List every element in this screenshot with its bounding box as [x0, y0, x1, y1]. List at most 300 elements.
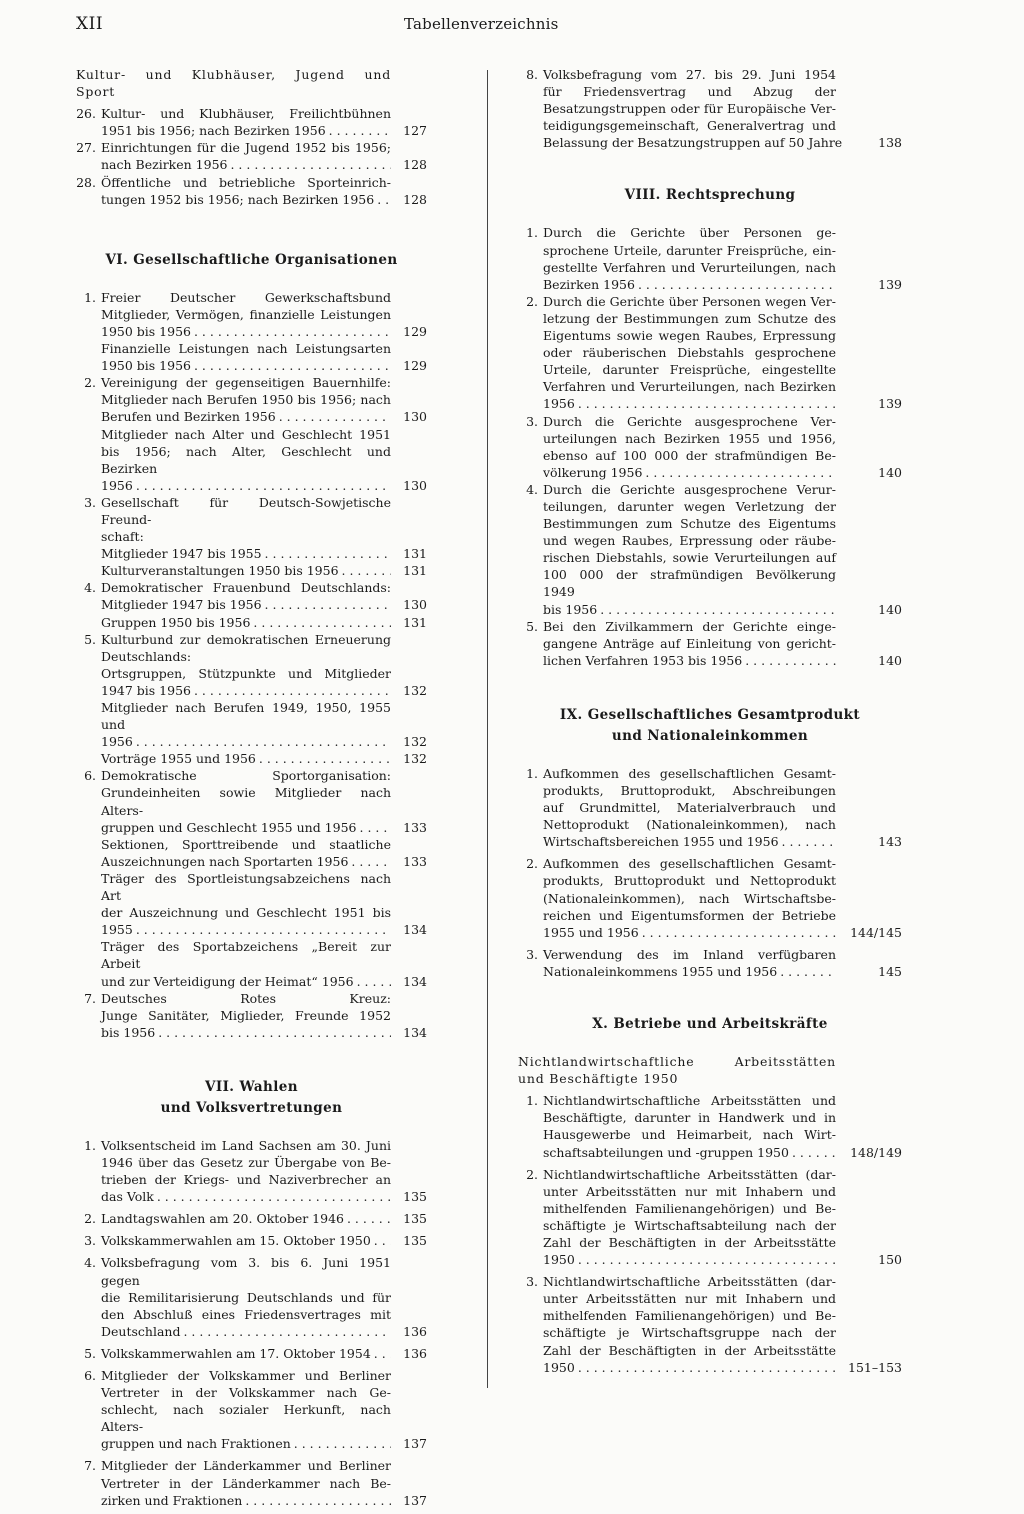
table-entry — [76, 1210, 427, 1227]
page-number-ref: 139 — [878, 396, 902, 412]
entry-line: Volksbefragung vom 3. bis 6. Juni 1951 gegen — [101, 1255, 391, 1288]
entry-number: 4. — [526, 481, 538, 497]
entry-text: bis 1956 — [543, 601, 598, 617]
entry-line: auf Grundmittel, Materialverbrauch und — [543, 800, 836, 816]
entry-page-line — [101, 596, 427, 613]
entry-line: produkts, Bruttoprodukt, Abschreibungen — [543, 783, 836, 798]
page-number-ref: 130 — [403, 477, 427, 493]
page-title: Tabellenverzeichnis — [404, 15, 559, 33]
entry-page-line — [101, 973, 427, 990]
entry-line: Finanzielle Leistungen nach Leistungsarten — [101, 341, 391, 357]
entry-line: ebenso auf 100 000 der strafmündigen Be- — [543, 447, 836, 463]
table-entry — [518, 618, 902, 669]
entry-page-line — [101, 1210, 427, 1227]
entry-text: 1956 — [543, 396, 575, 412]
leader-dots — [357, 819, 392, 836]
entry-number: 3. — [526, 413, 538, 429]
leader-dots — [842, 134, 845, 151]
section-title-vi: VI. Gesellschaftliche Organisationen — [105, 251, 398, 268]
entry-page-line — [543, 395, 902, 412]
entry-text: Belassung der Besatzungstruppen auf 50 Jahre — [543, 135, 843, 151]
entry-page-line — [543, 924, 902, 941]
entry-number: 2. — [526, 293, 538, 309]
entry-number: 2. — [526, 1166, 538, 1182]
leader-dots — [639, 924, 836, 941]
table-entry — [76, 1137, 427, 1205]
entry-line: Aufkommen des gesellschaftlichen Gesamt- — [543, 765, 836, 781]
leader-dots — [344, 1210, 391, 1227]
leader-dots — [789, 1144, 836, 1161]
entry-line: Träger des Sportabzeichens „Bereit zur Arbeit — [101, 939, 391, 972]
entry-number: 1. — [526, 225, 538, 241]
entry-page-line — [543, 963, 902, 980]
entry-number: 4. — [84, 580, 96, 596]
entry-line: produkts, Bruttoprodukt und Nettoprodukt — [543, 873, 836, 889]
entry-line: Öffentliche und betriebliche Sporteinrich- — [101, 174, 391, 190]
entry-page-line — [101, 562, 427, 579]
entry-line: die Remilitarisierung Deutschlands und für — [101, 1289, 391, 1305]
section-title-line: IX. Gesellschaftliches Gesamtprodukt — [559, 706, 861, 723]
entry-text: Kulturveranstaltungen 1950 bis 1956 — [101, 563, 339, 579]
entry-line: schäftigte je Wirtschaftsgruppe nach der — [543, 1325, 836, 1341]
entry-text: nach Bezirken 1956 — [101, 157, 228, 173]
page-number-ref: 150 — [878, 1252, 902, 1268]
entry-line: Demokratischer Frauenbund Deutschlands: — [101, 580, 391, 596]
page-number-ref: 130 — [403, 409, 427, 425]
table-entry — [76, 174, 427, 208]
entry-text: lichen Verfahren 1953 bis 1956 — [543, 652, 743, 668]
entry-number: 3. — [84, 494, 96, 510]
leader-dots — [348, 853, 391, 870]
page-number-ref: 132 — [403, 682, 427, 698]
entry-line: Mitglieder nach Alter und Geschlecht 1951 — [101, 426, 391, 442]
page-number-ref: 127 — [403, 123, 427, 139]
entry-text: Landtagswahlen am 20. Oktober 1946 — [101, 1211, 344, 1227]
entry-text: und zur Verteidigung der Heimat“ 1956 — [101, 973, 354, 989]
entry-text: tungen 1952 bis 1956; nach Bezirken 1956 — [101, 191, 375, 207]
entry-text: 1955 und 1956 — [543, 924, 639, 940]
page-number-ref: 128 — [403, 157, 427, 173]
leader-dots — [291, 1435, 391, 1452]
page-number-ref: 139 — [878, 276, 902, 292]
leader-dots — [262, 596, 391, 613]
entry-line: Bestimmungen zum Schutze des Eigentums — [543, 516, 836, 532]
entry-text: gruppen und Geschlecht 1955 und 1956 — [101, 819, 357, 835]
entry-line: Vereinigung der gegenseitigen Bauernhilfe: — [101, 375, 391, 391]
entry-number: 3. — [84, 1233, 96, 1249]
page-number-ref: 135 — [403, 1233, 427, 1249]
leader-dots — [742, 652, 836, 669]
entry-line: 100 000 der strafmündigen Bevölkerung 1949 — [543, 567, 836, 600]
entry-line: Gesellschaft für Deutsch-Sowjetische Freund- — [101, 494, 391, 527]
entry-line: Junge Sanitäter, Miglieder, Freunde 1952 — [101, 1007, 391, 1023]
page-number-ref: 132 — [403, 751, 427, 767]
entry-text: Nationaleinkommens 1955 und 1956 — [543, 963, 778, 979]
page-number-ref: 131 — [403, 546, 427, 562]
entry-text: zirken und Fraktionen — [101, 1492, 243, 1508]
entry-list — [76, 105, 427, 208]
entry-number: 2. — [84, 1211, 96, 1227]
table-entry — [518, 855, 902, 940]
leader-dots — [191, 357, 391, 374]
entry-line: Nichtlandwirtschaftliche Arbeitsstätten (dar- — [543, 1274, 836, 1290]
table-entry — [76, 631, 427, 768]
entry-number: 27. — [76, 140, 96, 156]
entry-line: Durch die Gerichte über Personen ge- — [543, 225, 836, 241]
page-number-ref: 128 — [403, 191, 427, 207]
entry-line: Volksbefragung vom 27. bis 29. Juni 1954 — [543, 67, 836, 82]
entry-line: Sektionen, Sporttreibende und staatliche — [101, 836, 391, 852]
entry-page-line — [101, 122, 427, 139]
entry-page-line — [101, 682, 427, 699]
entry-line: oder räuberischen Diebstahls gesprochene — [543, 345, 836, 361]
entry-line: Beschäftigte, darunter in Handwerk und in — [543, 1110, 836, 1126]
table-entry — [518, 1092, 902, 1160]
entry-number: 26. — [76, 106, 96, 122]
table-entry — [76, 1457, 427, 1508]
page-number-ref: 135 — [403, 1189, 427, 1205]
entry-number: 5. — [526, 618, 538, 634]
entry-line: 1946 über das Gesetz zur Übergabe von Be- — [101, 1154, 391, 1170]
entry-line: unter Arbeitsstätten nur mit Inhabern und — [543, 1291, 836, 1307]
page-number-ref: 138 — [878, 135, 902, 151]
entry-list — [76, 289, 427, 1041]
section-title-vii — [76, 1077, 427, 1119]
table-entry — [76, 494, 427, 579]
entry-line: Eigentums sowie wegen Raubes, Erpressung — [543, 328, 836, 344]
page-number-ref: 140 — [878, 652, 902, 668]
entry-line: Urteile, darunter Freisprüche, eingestellte — [543, 362, 836, 378]
page-number-ref: 144/145 — [850, 924, 902, 940]
entry-list — [518, 1092, 902, 1376]
subhead-line: Nichtlandwirtschaftliche Arbeitsstätten — [518, 1054, 836, 1070]
entry-line: Volksentscheid im Land Sachsen am 30. Juni — [101, 1137, 391, 1153]
leader-dots — [339, 562, 391, 579]
entry-line: für Friedensvertrag und Abzug der — [543, 84, 836, 100]
page-number-ref: 133 — [403, 853, 427, 869]
leader-dots — [191, 323, 391, 340]
entry-page-line — [101, 853, 427, 870]
entry-page-line — [101, 1345, 427, 1362]
entry-line: Nichtlandwirtschaftliche Arbeitsstätten (dar- — [543, 1166, 836, 1182]
page-number-ref: 137 — [403, 1436, 427, 1452]
entry-text: gruppen und nach Fraktionen — [101, 1436, 291, 1452]
subhead-line: Sport — [76, 84, 116, 100]
page-number-ref: 140 — [878, 601, 902, 617]
entry-number: 1. — [526, 765, 538, 781]
leader-dots — [374, 191, 391, 208]
entry-page-line — [543, 464, 902, 481]
leader-dots — [242, 1492, 391, 1509]
entry-line: Durch die Gerichte ausgesprochene Ver- — [543, 413, 836, 429]
entry-list — [76, 1137, 427, 1509]
entry-text: 1950 bis 1956 — [101, 358, 191, 374]
entry-page-line — [101, 921, 427, 938]
entry-line: letzung der Bestimmungen zum Schutze des — [543, 310, 836, 326]
table-entry — [518, 413, 902, 481]
leader-dots — [276, 408, 391, 425]
entry-page-line — [543, 1144, 902, 1161]
leader-dots — [635, 276, 836, 293]
entry-text: Berufen und Bezirken 1956 — [101, 409, 276, 425]
entry-line: Verfahren und Verurteilungen, nach Bezirken — [543, 379, 836, 395]
entry-line: Hausgewerbe und Heimarbeit, nach Wirt- — [543, 1127, 836, 1143]
entry-number: 6. — [84, 768, 96, 784]
leader-dots — [371, 1232, 391, 1249]
entry-line: Mitglieder der Länderkammer und Berliner — [101, 1458, 391, 1474]
page-number-ref: 132 — [403, 734, 427, 750]
leader-dots — [191, 682, 391, 699]
page-number-ref: 140 — [878, 464, 902, 480]
leader-dots — [777, 963, 836, 980]
table-entry — [76, 1345, 427, 1362]
entry-page-line — [543, 652, 902, 669]
entry-text: 1956 — [101, 477, 133, 493]
table-entry — [518, 66, 902, 151]
entry-line: Vertreter in der Volkskammer nach Ge- — [101, 1385, 391, 1401]
entry-page-line — [101, 1323, 427, 1340]
entry-page-line — [101, 156, 427, 173]
table-entry — [76, 1254, 427, 1339]
entry-text: Auszeichnungen nach Sportarten 1956 — [101, 853, 349, 869]
entry-line: Mitglieder nach Berufen 1949, 1950, 1955 und — [101, 700, 391, 733]
table-entry — [518, 293, 902, 413]
entry-page-line — [101, 1188, 427, 1205]
leader-dots — [575, 1251, 836, 1268]
entry-text: Wirtschaftsbereichen 1955 und 1956 — [543, 834, 779, 850]
entry-line: den Abschluß eines Friedensvertrages mit — [101, 1306, 391, 1322]
entry-page-line — [543, 601, 902, 618]
leader-dots — [779, 833, 836, 850]
entry-page-line — [543, 134, 902, 151]
entry-text: 1951 bis 1956; nach Bezirken 1956 — [101, 123, 326, 139]
entry-line: Nettoprodukt (Nationaleinkommen), nach — [543, 817, 836, 833]
page-number-ref: 129 — [403, 358, 427, 374]
entry-number: 8. — [526, 67, 538, 82]
entry-number: 7. — [84, 1458, 96, 1474]
entry-line: Bei den Zivilkammern der Gerichte einge- — [543, 618, 836, 634]
entry-line: Demokratische Sportorganisation: — [101, 768, 391, 784]
page-number-ref: 130 — [403, 597, 427, 613]
leader-dots — [180, 1323, 391, 1340]
entry-number: 3. — [526, 1274, 538, 1290]
table-entry — [76, 579, 427, 630]
entry-page-line — [101, 1024, 427, 1041]
entry-page-line — [543, 833, 902, 850]
leader-dots — [133, 921, 391, 938]
entry-line: teidigungsgemeinschaft, Generalvertrag und — [543, 118, 836, 134]
entry-page-line — [101, 1435, 427, 1452]
entry-page-line — [101, 191, 427, 208]
table-entry — [76, 289, 427, 374]
entry-line: Aufkommen des gesellschaftlichen Gesamt- — [543, 856, 836, 872]
entry-text: Deutschland — [101, 1323, 181, 1339]
entry-text: das Volk — [101, 1189, 154, 1205]
page-number-ref: 134 — [403, 973, 427, 989]
page-number-ref: 131 — [403, 614, 427, 630]
leader-dots — [154, 1188, 391, 1205]
leader-dots — [262, 545, 391, 562]
entry-page-line — [101, 323, 427, 340]
entry-page-line — [101, 1492, 427, 1509]
entry-line: trieben der Kriegs- und Naziverbrecher an — [101, 1172, 391, 1188]
page-number: XII — [76, 14, 104, 34]
entry-text: 1956 — [101, 734, 133, 750]
entry-page-line — [543, 1359, 902, 1376]
entry-text: Bezirken 1956 — [543, 276, 635, 292]
table-entry — [518, 224, 902, 292]
page-number-ref: 129 — [403, 323, 427, 339]
entry-text: Vorträge 1955 und 1956 — [101, 751, 256, 767]
entry-line: Besatzungstruppen oder für Europäische Ver- — [543, 101, 836, 117]
leader-dots — [575, 1359, 836, 1376]
entry-line: mithelfenden Familienangehörigen) und Be- — [543, 1308, 836, 1324]
entry-line: Freier Deutscher Gewerkschaftsbund — [101, 289, 391, 305]
entry-line: schlecht, nach sozialer Herkunft, nach Alters- — [101, 1402, 391, 1435]
right-column — [518, 66, 902, 1381]
entry-text: 1947 bis 1956 — [101, 682, 191, 698]
entry-line: Nichtlandwirtschaftliche Arbeitsstätten und — [543, 1093, 836, 1109]
section-title-line: und Volksvertretungen — [160, 1099, 343, 1116]
entry-line: rischen Diebstahls, sowie Verurteilungen auf — [543, 550, 836, 566]
section-subhead — [76, 66, 427, 100]
entry-text: schaftsabteilungen und -gruppen 1950 — [543, 1144, 789, 1160]
entry-line: Zahl der Beschäftigten in der Arbeitsstätte — [543, 1342, 836, 1358]
leader-dots — [227, 156, 391, 173]
page-number-ref: 134 — [403, 922, 427, 938]
page-number-ref: 131 — [403, 563, 427, 579]
entry-text: Mitglieder 1947 bis 1955 — [101, 546, 262, 562]
section-title-line: und Nationaleinkommen — [611, 727, 809, 744]
entry-number: 7. — [84, 990, 96, 1006]
section-title-line: VII. Wahlen — [205, 1078, 298, 1095]
table-entry — [76, 990, 427, 1041]
page-number-ref: 148/149 — [850, 1144, 902, 1160]
table-entry — [76, 139, 427, 173]
entry-line: Mitglieder nach Berufen 1950 bis 1956; nach — [101, 392, 391, 408]
entry-line: der Auszeichnung und Geschlecht 1951 bis — [101, 905, 391, 921]
entry-line: (Nationaleinkommen), nach Wirtschaftsbe- — [543, 890, 836, 906]
entry-number: 1. — [526, 1093, 538, 1109]
table-entry — [76, 374, 427, 494]
table-entry — [76, 767, 427, 989]
entry-line: Einrichtungen für die Jugend 1952 bis 1956; — [101, 140, 391, 156]
leader-dots — [597, 601, 836, 618]
section-subhead — [518, 1053, 902, 1087]
entry-page-line — [101, 357, 427, 374]
entry-number: 5. — [84, 631, 96, 647]
table-entry — [518, 1166, 902, 1269]
table-entry — [76, 1232, 427, 1249]
entry-text: 1950 — [543, 1252, 575, 1268]
section-title-ix — [518, 705, 902, 747]
entry-text: Volkskammerwahlen am 17. Oktober 1954 — [101, 1345, 371, 1361]
entry-line: Deutschlands: — [101, 648, 192, 664]
entry-line: sprochene Urteile, darunter Freisprüche, ein- — [543, 242, 836, 258]
entry-page-line — [101, 545, 427, 562]
entry-line: schäftigte je Wirtschaftsabteilung nach der — [543, 1217, 836, 1233]
entry-number: 2. — [84, 375, 96, 391]
entry-number: 6. — [84, 1368, 96, 1383]
entry-text: Mitglieder 1947 bis 1956 — [101, 597, 262, 613]
entry-text: 1950 bis 1956 — [101, 323, 191, 339]
entry-text: bis 1956 — [101, 1024, 156, 1040]
entry-page-line — [101, 819, 427, 836]
entry-line: bis 1956; nach Alter, Geschlecht und Bezirken — [101, 443, 391, 476]
entry-line: schaft: — [101, 529, 144, 545]
entry-line: Ortsgruppen, Stützpunkte und Mitglieder — [101, 665, 391, 681]
leader-dots — [155, 1024, 391, 1041]
entry-line: gestellte Verfahren und Verurteilungen, nach — [543, 259, 836, 275]
table-entry — [518, 1273, 902, 1376]
entry-page-line — [543, 276, 902, 293]
page-number-ref: 151–153 — [848, 1359, 902, 1375]
leader-dots — [256, 750, 391, 767]
entry-list — [518, 66, 902, 151]
entry-line: Träger des Sportleistungsabzeichens nach Art — [101, 870, 391, 904]
left-column — [76, 66, 427, 1514]
entry-page-line — [101, 614, 427, 631]
table-entry — [518, 765, 902, 850]
page-number-ref: 137 — [403, 1492, 427, 1508]
entry-page-line — [101, 1232, 427, 1249]
entry-page-line — [101, 408, 427, 425]
entry-number: 2. — [526, 856, 538, 872]
entry-text: 1950 — [543, 1359, 575, 1375]
entry-page-line — [543, 1251, 902, 1268]
leader-dots — [642, 464, 836, 481]
entry-line: Grundeinheiten sowie Mitglieder nach Alters- — [101, 785, 391, 818]
leader-dots — [133, 477, 391, 494]
entry-list — [518, 224, 902, 668]
entry-line: mithelfenden Familienangehörigen) und Be- — [543, 1200, 836, 1216]
entry-line: und wegen Raubes, Erpressung oder räube- — [543, 533, 836, 549]
page-number-ref: 136 — [403, 1345, 427, 1361]
leader-dots — [250, 614, 391, 631]
entry-line: teilungen, darunter wegen Verletzung der — [543, 498, 836, 514]
entry-line: unter Arbeitsstätten nur mit Inhabern und — [543, 1183, 836, 1199]
leader-dots — [575, 395, 836, 412]
entry-number: 5. — [84, 1345, 96, 1361]
table-entry — [518, 946, 902, 980]
entry-list — [518, 765, 902, 980]
entry-text: Gruppen 1950 bis 1956 — [101, 614, 251, 630]
entry-page-line — [101, 733, 427, 750]
entry-page-line — [101, 477, 427, 494]
entry-line: Mitglieder der Volkskammer und Berliner — [101, 1368, 391, 1383]
section-title-viii: VIII. Rechtsprechung — [624, 187, 796, 204]
entry-number: 3. — [526, 946, 538, 962]
page-number-ref: 134 — [403, 1024, 427, 1040]
subhead-line: und Beschäftigte 1950 — [518, 1071, 679, 1087]
entry-line: Zahl der Beschäftigten in der Arbeitsstätte — [543, 1234, 836, 1250]
table-entry — [76, 105, 427, 139]
entry-line: Durch die Gerichte über Personen wegen Ver- — [543, 293, 836, 309]
entry-line: reichen und Eigentumsformen der Betriebe — [543, 907, 836, 923]
entry-text: Volkskammerwahlen am 15. Oktober 1950 — [101, 1233, 371, 1249]
entry-number: 28. — [76, 174, 96, 190]
entry-number: 1. — [84, 1137, 96, 1153]
page-number-ref: 135 — [403, 1211, 427, 1227]
section-title-x: X. Betriebe und Arbeitskräfte — [592, 1016, 828, 1033]
entry-line: Durch die Gerichte ausgesprochene Verur- — [543, 481, 836, 497]
entry-line: Mitglieder, Vermögen, finanzielle Leistungen — [101, 306, 391, 322]
column-divider — [487, 70, 488, 1388]
page-number-ref: 143 — [878, 834, 902, 850]
subhead-line: Kultur- und Klubhäuser, Jugend und — [76, 67, 391, 82]
page-number-ref: 133 — [403, 819, 427, 835]
entry-line: urteilungen nach Bezirken 1955 und 1956, — [543, 430, 836, 446]
